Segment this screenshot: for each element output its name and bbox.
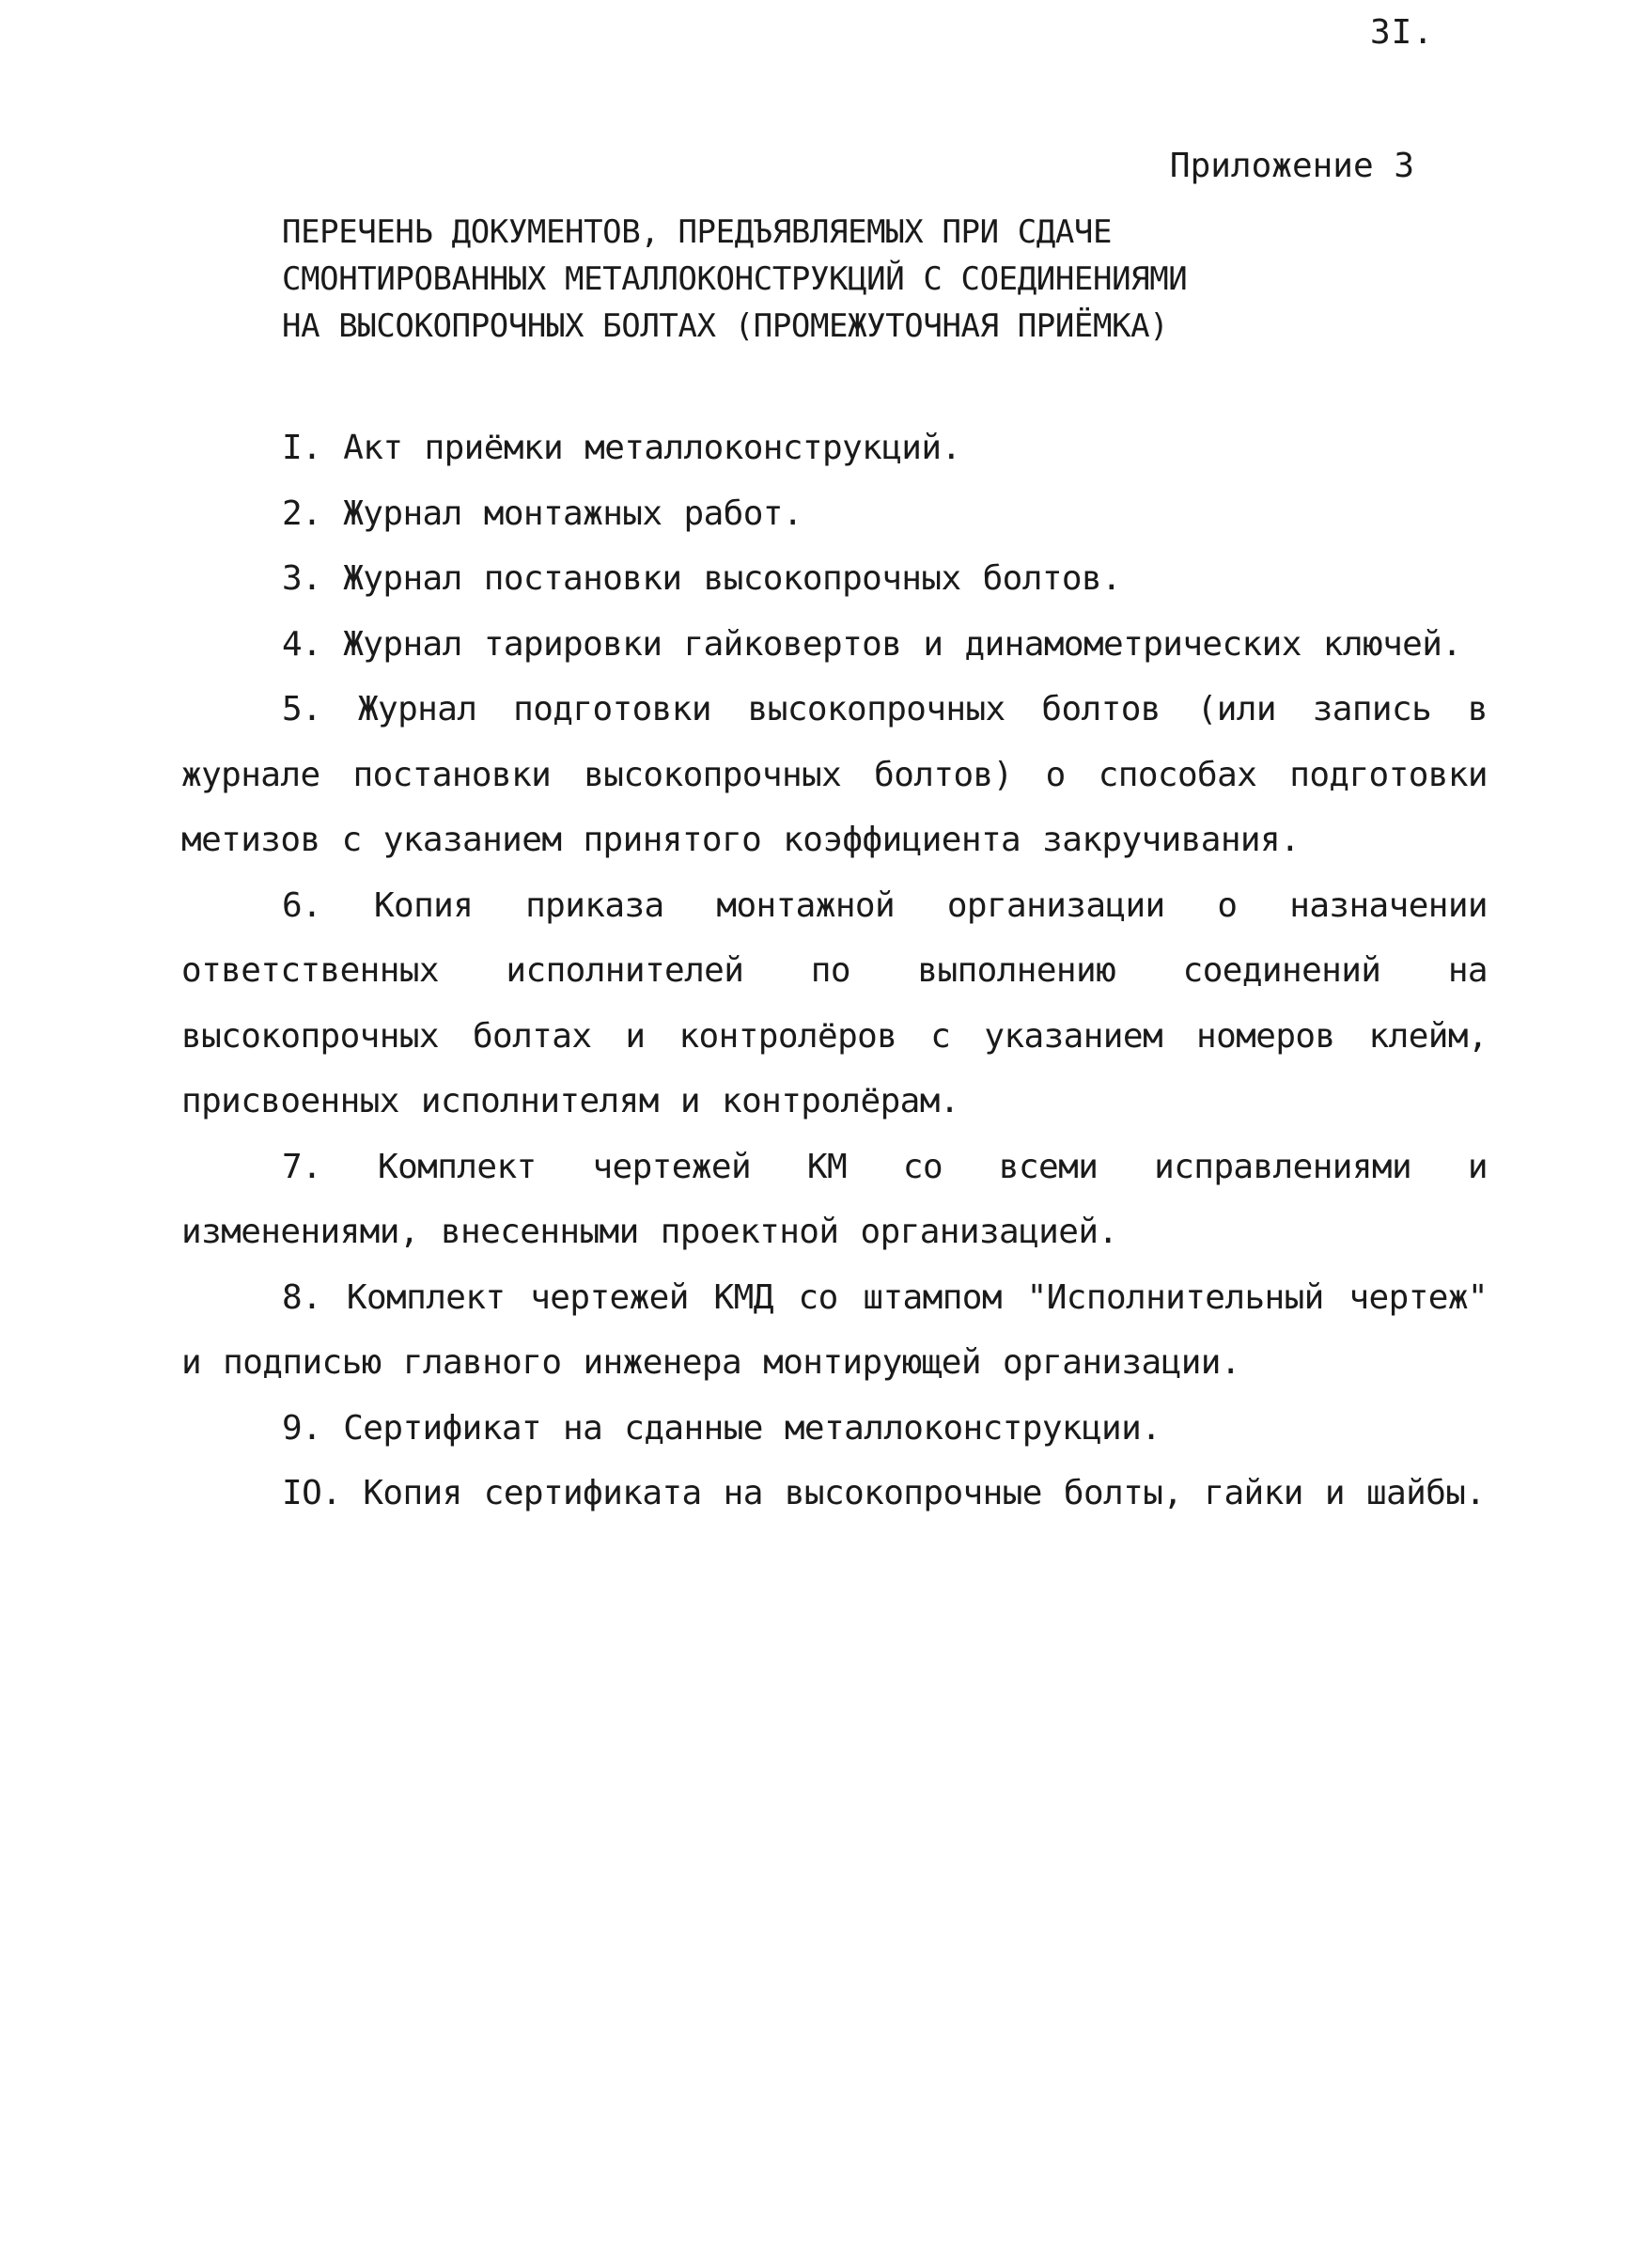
item-text: Журнал тарировки гайковертов и динамометрических ключей. [343, 624, 1462, 664]
heading-line: СМОНТИРОВАННЫХ МЕТАЛЛОКОНСТРУКЦИЙ С СОЕДИНЕНИЯМИ [282, 260, 1188, 298]
page-number: 3I. [1369, 13, 1434, 52]
item-text: Журнал подготовки высокопрочных болтов (или запись в журнале постановки высокопрочных болтов) о способах подготовки метизов с указанием принятого коэффициента закручивания. [181, 690, 1488, 859]
list-item [181, 677, 1488, 873]
list-item [181, 481, 1488, 547]
document-heading [282, 209, 1504, 350]
item-number: 6. [282, 885, 322, 925]
item-text: Комплект чертежей КМ со всеми исправлениями и изменениями, внесенными проектной организацией. [181, 1147, 1488, 1251]
heading-line: НА ВЫСОКОПРОЧНЫХ БОЛТАХ (ПРОМЕЖУТОЧНАЯ ПРИЁМКА) [282, 307, 1169, 345]
item-number: I. [282, 429, 322, 467]
item-number: 4. [282, 624, 322, 664]
item-number: 3. [282, 559, 322, 598]
item-text: Журнал постановки высокопрочных болтов. [343, 559, 1122, 598]
appendix-label: Приложение 3 [1169, 147, 1414, 185]
document-list [181, 415, 1488, 1527]
list-item [181, 1396, 1488, 1462]
list-item [181, 1461, 1488, 1527]
item-number: 7. [282, 1147, 322, 1186]
item-number: 2. [282, 493, 322, 533]
item-number: 8. [282, 1277, 322, 1317]
item-text: Копия приказа монтажной организации о назначении ответственных исполнителей по выполнению соединений на высокопрочных болтах и контролёров с указанием номеров клейм, присвоенных исполнителям и контролёрам. [181, 885, 1488, 1120]
item-text: Сертификат на сданные металлоконструкции. [343, 1408, 1161, 1448]
list-item [181, 1265, 1488, 1396]
list-item [181, 612, 1488, 678]
item-text: Акт приёмки металлоконструкций. [343, 429, 961, 467]
list-item [181, 1135, 1488, 1265]
item-number: IO. [282, 1474, 342, 1512]
item-text: Копия сертификата на высокопрочные болты, гайки и шайбы. [363, 1474, 1486, 1512]
list-item [181, 546, 1488, 612]
list-item [181, 873, 1488, 1135]
item-text: Комплект чертежей КМД со штампом "Исполнительный чертеж" и подписью главного инженера монтирующей организации. [181, 1277, 1488, 1382]
heading-line: ПЕРЕЧЕНЬ ДОКУМЕНТОВ, ПРЕДЪЯВЛЯЕМЫХ ПРИ СДАЧЕ [282, 213, 1113, 251]
item-number: 5. [282, 690, 322, 728]
item-number: 9. [282, 1408, 322, 1448]
list-item [181, 415, 1488, 481]
item-text: Журнал монтажных работ. [343, 493, 803, 533]
